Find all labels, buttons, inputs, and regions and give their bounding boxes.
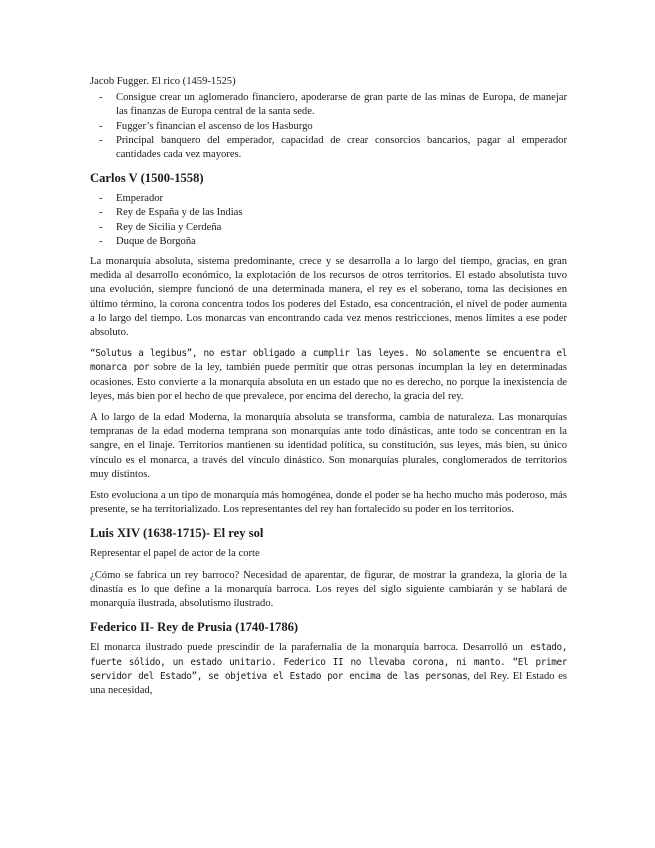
list-item: - Rey de Sicilia y Cerdeña <box>99 221 222 233</box>
heading-luis: Luis XIV (1638-1715)- El rey sol <box>90 526 264 541</box>
list-item: - Fugger’s financian el ascenso de los Hasburgo <box>99 120 313 132</box>
paragraph: La monarquía absoluta, sistema predominante, crece y se desarrolla a lo largo del tiempo, gracias, en gran medida al desarrollo económico, la explotación de los recursos de otros territorios. El estado absolutista tuvo una evolución, siempre funcionó de una determinada manera, el rey es el soberano, toma las decisiones en último término, la corona concentra todos los poderes del Estado, esa concentración, el nivel de poder aumenta a lo largo del tiempo. Los monarcas van encontrando cada vez menos restricciones, menos límites a ese poder absoluto. <box>90 256 567 339</box>
list-item: - Duque de Borgoña <box>99 235 196 247</box>
heading-federico: Federico II- Rey de Prusia (1740-1786) <box>90 620 299 635</box>
paragraph: El monarca ilustrado puede prescindir de la parafernalia de la monarquía barroca. Desarrolló un estado, fuerte sólido, un estado unitario. Federico II no llevaba corona, ni manto. “El primer servidor del Estado”, se objetiva el Estado por encima de las personas, del Rey. El Estado es una necesidad, <box>90 642 567 696</box>
intro-line: Jacob Fugger. El rico (1459-1525) <box>90 76 236 87</box>
list-item: - Consigue crear un aglomerado financiero, apoderarse de gran parte de las minas de Europa, de manejar las finanzas de Europa central de la santa sede. <box>99 92 567 118</box>
fugger-list <box>90 91 567 162</box>
paragraph: Esto evoluciona a un tipo de monarquía más homogénea, donde el poder se ha hecho mucho más poderoso, más presente, se ha territorializado. Los representantes del rey han fortalecido su poder en los territorios. <box>90 490 567 516</box>
handwritten-text: estado, fuerte sólido, un estado unitario. Federico II no llevaba corona, ni manto. “El primer servidor del Estado”, se objetiva el Estado por encima de las personas <box>90 642 567 682</box>
paragraph: “Solutus a legibus”, no estar obligado a cumplir las leyes. No solamente se encuentra el monarca por sobre de la ley, también puede permitir que otras personas incumplan la ley en determinadas ocasiones. Esto convierte a la monarquía absoluta en un estado que no es derecho, no porque la inexistencia de leyes, más bien por el hecho de que prevalece, por encima del derecho, la gracia del rey. <box>90 348 568 402</box>
heading-carlos: Carlos V (1500-1558) <box>90 171 204 186</box>
paragraph: Representar el papel de actor de la corte <box>90 548 260 560</box>
document-body <box>90 75 567 705</box>
paragraph: A lo largo de la edad Moderna, la monarquía absoluta se transforma, cambia de naturaleza. Las monarquías tempranas de la edad moderna temprana son monarquías ante todo dinásticas, ante todo se concentran en la sangre, en el linaje. Territorios mantienen su identidad política, su constitución, sus leyes, más bien, su único vínculo es el monarca, a través del vínculo dinástico. Son monarquías plurales, conglomerados de territorios muy distintos. <box>90 412 567 480</box>
list-item: - Emperador <box>99 193 164 205</box>
paragraph: ¿Cómo se fabrica un rey barroco? Necesidad de aparentar, de figurar, de mostrar la grandeza, la gloria de la dinastía es lo que define a la monarquía barroca. Los reyes del siglo siguiente cambiarán y se hablará de monarquía ilustrada, absolutismo ilustrado. <box>90 569 567 610</box>
carlos-list <box>90 192 567 249</box>
list-item: - Rey de España y de las Indias <box>99 207 243 219</box>
handwritten-text: “Solutus a legibus”, no estar obligado a cumplir las leyes. No solamente se encuentra el monarca por <box>90 348 567 374</box>
list-item: - Principal banquero del emperador, capacidad de crear consorcios bancarios, pagar al emperador cantidades cada vez mayores. <box>99 134 567 161</box>
